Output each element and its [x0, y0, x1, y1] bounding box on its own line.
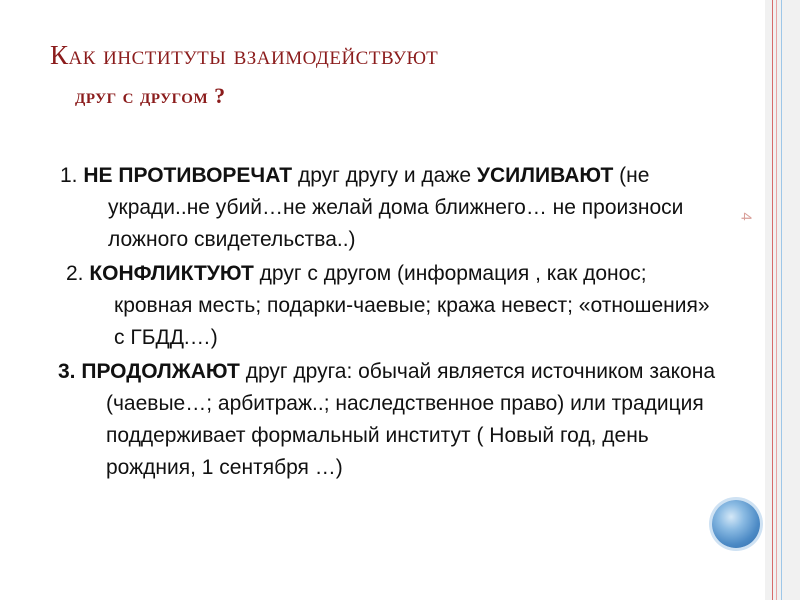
item-number: 3.	[58, 360, 82, 383]
item-text: друг с другом (информация , как донос; кровная месть; подарки-чаевые; кража невест; «отношения» с ГБДД.…)	[114, 262, 710, 349]
decorative-line	[772, 0, 773, 600]
decorative-line	[776, 0, 777, 600]
slide-number: 4	[737, 212, 755, 221]
title-line-2: друг с другом ?	[75, 83, 226, 108]
title-line-1: Как институты взаимодействуют	[50, 40, 439, 70]
list-item	[60, 160, 718, 256]
decorative-side-stripe	[765, 0, 800, 600]
slide-title	[50, 40, 438, 109]
item-number: 1.	[60, 164, 84, 187]
item-text: (не укради..не убий…не желай дома ближнего… не произноси ложного свидетельства..)	[108, 164, 684, 251]
item-keyword: КОНФЛИКТУЮТ	[89, 262, 254, 285]
item-text: друг друга: обычай является источником закона (чаевые…; арбитраж..; наследственное право) или традиция поддерживает формальный институт ( Новый год, день рождния, 1 сентября …)	[106, 360, 716, 479]
item-keyword: НЕ ПРОТИВОРЕЧАТ	[83, 164, 293, 187]
list-item	[66, 258, 718, 354]
item-keyword: ПРОДОЛЖАЮТ	[81, 360, 240, 383]
decorative-orb	[712, 500, 760, 548]
item-keyword: УСИЛИВАЮТ	[476, 164, 614, 187]
list-item	[58, 356, 718, 484]
slide-body	[58, 160, 718, 484]
decorative-line	[781, 0, 782, 600]
item-text: друг другу и даже	[292, 164, 477, 187]
item-number: 2.	[66, 262, 90, 285]
